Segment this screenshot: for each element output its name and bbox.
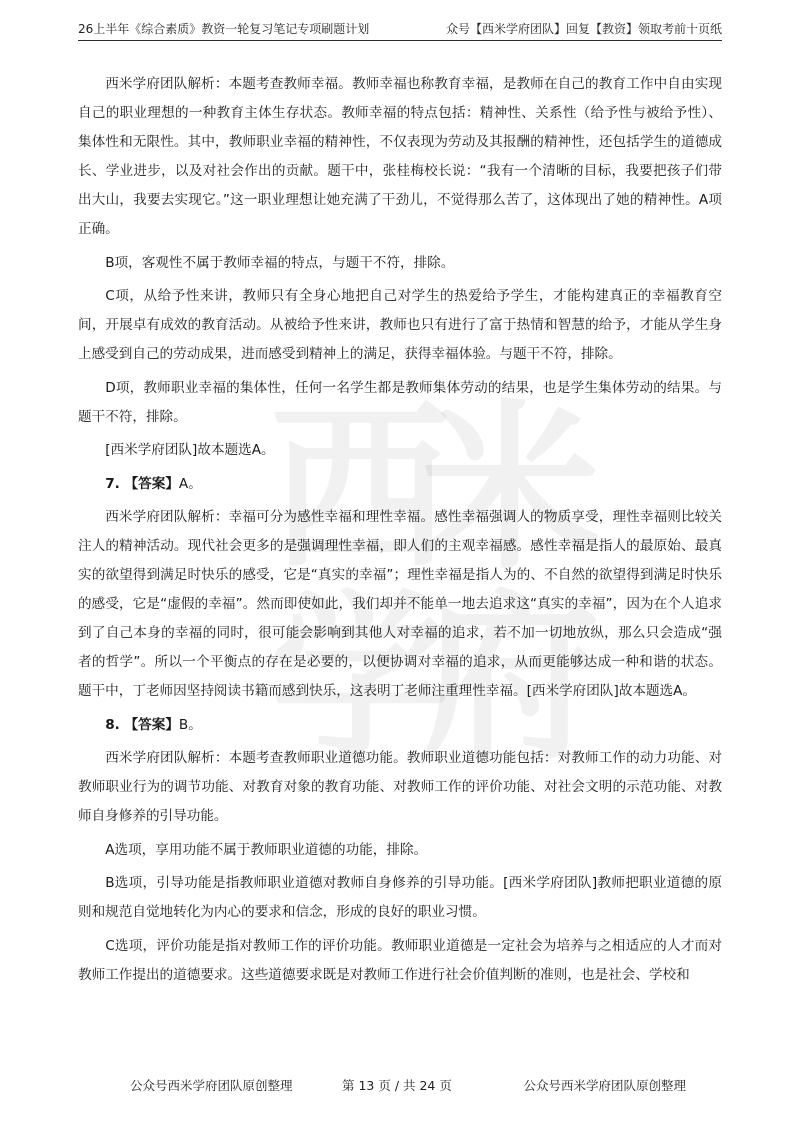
answer-value: B。 bbox=[178, 716, 202, 733]
option-paragraph: B选项，引导功能是指教师职业道德对教师自身修养的引导功能。[西米学府团队]教师把职业道德的原则和规范自觉地转化为内心的要求和信念，形成的良好的职业习惯。 bbox=[78, 875, 722, 920]
option-paragraph: B项，客观性不属于教师幸福的特点，与题干不符，排除。 bbox=[105, 254, 455, 271]
answer-tag: 【答案】 bbox=[124, 475, 179, 492]
page-content bbox=[78, 70, 722, 994]
analysis-paragraph: 西米学府团队解析：本题考查教师幸福。教师幸福也称教育幸福，是教师在自己的教育工作中自由实现自己的职业理想的一种教育主体生存状态。教师幸福的特点包括：精神性、关系性（给予性与被给予性）、集体性和无限性。其中，教师职业幸福的精神性，不仅表现为劳动及其报酬的精神性，还包括学生的道德成长、学业进步，以及对社会作出的贡献。题干中，张桂梅校长说：“我有一个清晰的目标，我要把孩子们带出大山，我要去实现它。”这一职业理想让她充满了干劲儿，不觉得那么苦了，这体现出了她的精神性。A项正确。 bbox=[78, 76, 722, 237]
answer-value: A。 bbox=[178, 475, 202, 492]
footer-left: 公众号西米学府团队原创整理 bbox=[130, 1078, 293, 1093]
page-number: 第 13 页 / 共 24 页 bbox=[342, 1078, 452, 1093]
page-header bbox=[78, 14, 722, 41]
page-footer bbox=[78, 1076, 722, 1100]
option-paragraph: C选项，评价功能是指对教师工作的评价功能。教师职业道德是一定社会为培养与之相适应的人才而对教师工作提出的道德要求。这些道德要求既是对教师工作进行社会价值判断的准则，也是社会、学校和 bbox=[78, 937, 722, 983]
watermark-char: 府 bbox=[420, 575, 601, 784]
header-title: 26上半年《综合素质》教资一轮复习笔记专项刷题计划 bbox=[78, 22, 370, 36]
conclusion-paragraph: [西米学府团队]故本题选A。 bbox=[105, 442, 275, 458]
watermark-char: 学 bbox=[270, 575, 451, 784]
answer-line-q8 bbox=[78, 711, 722, 740]
watermark-char: 米 bbox=[420, 385, 601, 594]
option-paragraph: C项，从给予性来讲，教师只有全身心地把自己对学生的热爱给予学生，才能构建真正的幸福教育空间，开展卓有成效的教育活动。从被给予性来讲，教师也只有进行了富于热情和智慧的给予，才能从学生身上感受到自己的劳动成果，进而感受到精神上的满足，获得幸福体验。与题干不符，排除。 bbox=[78, 288, 722, 362]
option-paragraph: D项，教师职业幸福的集体性，任何一名学生都是教师集体劳动的结果，也是学生集体劳动的结果。与题干不符，排除。 bbox=[78, 379, 722, 425]
option-paragraph: A选项，享用功能不属于教师职业道德的功能，排除。 bbox=[105, 841, 428, 858]
footer-right: 公众号西米学府团队原创整理 bbox=[523, 1078, 686, 1093]
question-number: 8. bbox=[105, 716, 120, 733]
header-promo: 众号【西米学府团队】回复【教资】领取考前十页纸 bbox=[445, 22, 722, 36]
watermark-char: 西 bbox=[270, 385, 451, 594]
analysis-paragraph: 西米学府团队解析：本题考查教师职业道德功能。教师职业道德功能包括：对教师工作的动力功能、对教师职业行为的调节功能、对教育对象的教育功能、对教师工作的评价功能、对社会文明的示范功能、对教师自身修养的引导功能。 bbox=[78, 750, 722, 824]
answer-line-q7 bbox=[78, 470, 722, 499]
question-number: 7. bbox=[105, 475, 120, 492]
answer-tag: 【答案】 bbox=[124, 716, 179, 733]
analysis-paragraph: 西米学府团队解析：幸福可分为感性幸福和理性幸福。感性幸福强调人的物质享受，理性幸福则比较关注人的精神活动。现代社会更多的是强调理性幸福，即人们的主观幸福感。感性幸福是指人的最原始、最真实的欲望得到满足时快乐的感受，它是“真实的幸福”；理性幸福是指人为的、不自然的欲望得到满足时快乐的感受，它是“虚假的幸福”。然而即使如此，我们却并不能单一地去追求这“真实的幸福”，因为在个人追求到了自己本身的幸福的同时，很可能会影响到其他人对幸福的追求，若不加一切地放纵，那么只会造成“强者的哲学”。所以一个平衡点的存在是必要的，以便协调对幸福的追求，从而更能够达成一种和谐的状态。题干中，丁老师因坚持阅读书籍而感到快乐，这表明丁老师注重理性幸福。[西米学府团队]故本题选A。 bbox=[78, 509, 722, 699]
